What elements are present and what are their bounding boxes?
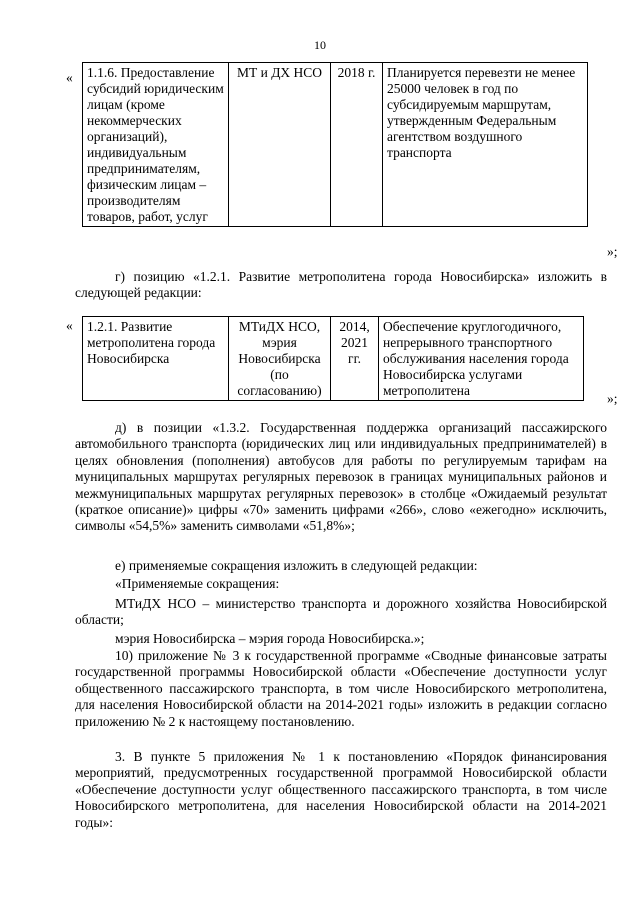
table2-measure-name: 1.2.1. Развитие метрополитена города Новосибирска [83,317,229,401]
amendment-table-2 [82,316,584,401]
table2-responsible-org: МТиДХ НСО, мэрия Новосибирска (по согласованию) [229,317,331,401]
table-row [83,63,588,227]
quote-open-table1: « [66,70,73,85]
paragraph-3: 3. В пункте 5 приложения № 1 к постановлению «Порядок финансирования мероприятий, предусмотренных государственной программой Новосибирской области «Обеспечение доступности услуг общественного пассажирского транспорта, в том числе Новосибирского метрополитена, для населения Новосибирской области на 2014-2021 годы»: [75,749,607,830]
table1-year: 2018 г. [331,63,383,227]
quote-close-table1: »; [607,244,618,259]
paragraph-abbreviation-1: МТиДХ НСО – министерство транспорта и дорожного хозяйства Новосибирской области; [75,596,607,628]
table1-expected-result: Планируется перевезти не менее 25000 человек в год по субсидируемым маршрутам, утвержденным Федеральным агентством воздушного транспорта [383,63,588,227]
paragraph-g: г) позицию «1.2.1. Развитие метрополитена города Новосибирска» изложить в следующей редакции: [75,269,607,301]
paragraph-10: 10) приложение № 3 к государственной программе «Сводные финансовые затраты государственной программы Новосибирской области «Обеспечение доступности услуг общественного пассажирского транспорта, в том числе Новосибирского метрополитена, для населения Новосибирской области на 2014-2021 годы» изложить в редакции согласно приложению № 2 к настоящему постановлению. [75,648,607,729]
amendment-table-1 [82,62,588,227]
table1-measure-name: 1.1.6. Предоставление субсидий юридическим лицам (кроме некоммерческих организаций), индивидуальным предпринимателям, физическим лицам – производителям товаров, работ, услуг [83,63,229,227]
quote-open-table2: « [66,318,73,333]
paragraph-abbreviations-title: «Применяемые сокращения: [115,576,280,591]
paragraph-e: е) применяемые сокращения изложить в следующей редакции: [115,558,478,573]
table2-expected-result: Обеспечение круглогодичного, непрерывного транспортного обслуживания населения города Новосибирска услугами метрополитена [379,317,584,401]
paragraph-d: д) в позиции «1.3.2. Государственная поддержка организаций пассажирского автомобильного транспорта (юридических лиц или индивидуальных предпринимателей) в целях обновления (пополнения) автобусов для работы по регулируемым тарифам на муниципальных маршрутах регулярных перевозок в границах муниципальных районов и межмуниципальных маршрутах регулярных перевозок» в столбце «Ожидаемый результат (краткое описание)» цифры «70» заменить цифрами «266», слово «ежегодно» исключить, символы «54,5%» заменить символами «51,8%»; [75,420,607,534]
table1-responsible-org: МТ и ДХ НСО [229,63,331,227]
paragraph-abbreviation-2: мэрия Новосибирска – мэрия города Новосибирска.»; [115,631,425,646]
table-row [83,317,584,401]
table2-year: 2014, 2021 гг. [331,317,379,401]
page-number: 10 [314,38,326,52]
quote-close-table2: »; [607,391,618,406]
